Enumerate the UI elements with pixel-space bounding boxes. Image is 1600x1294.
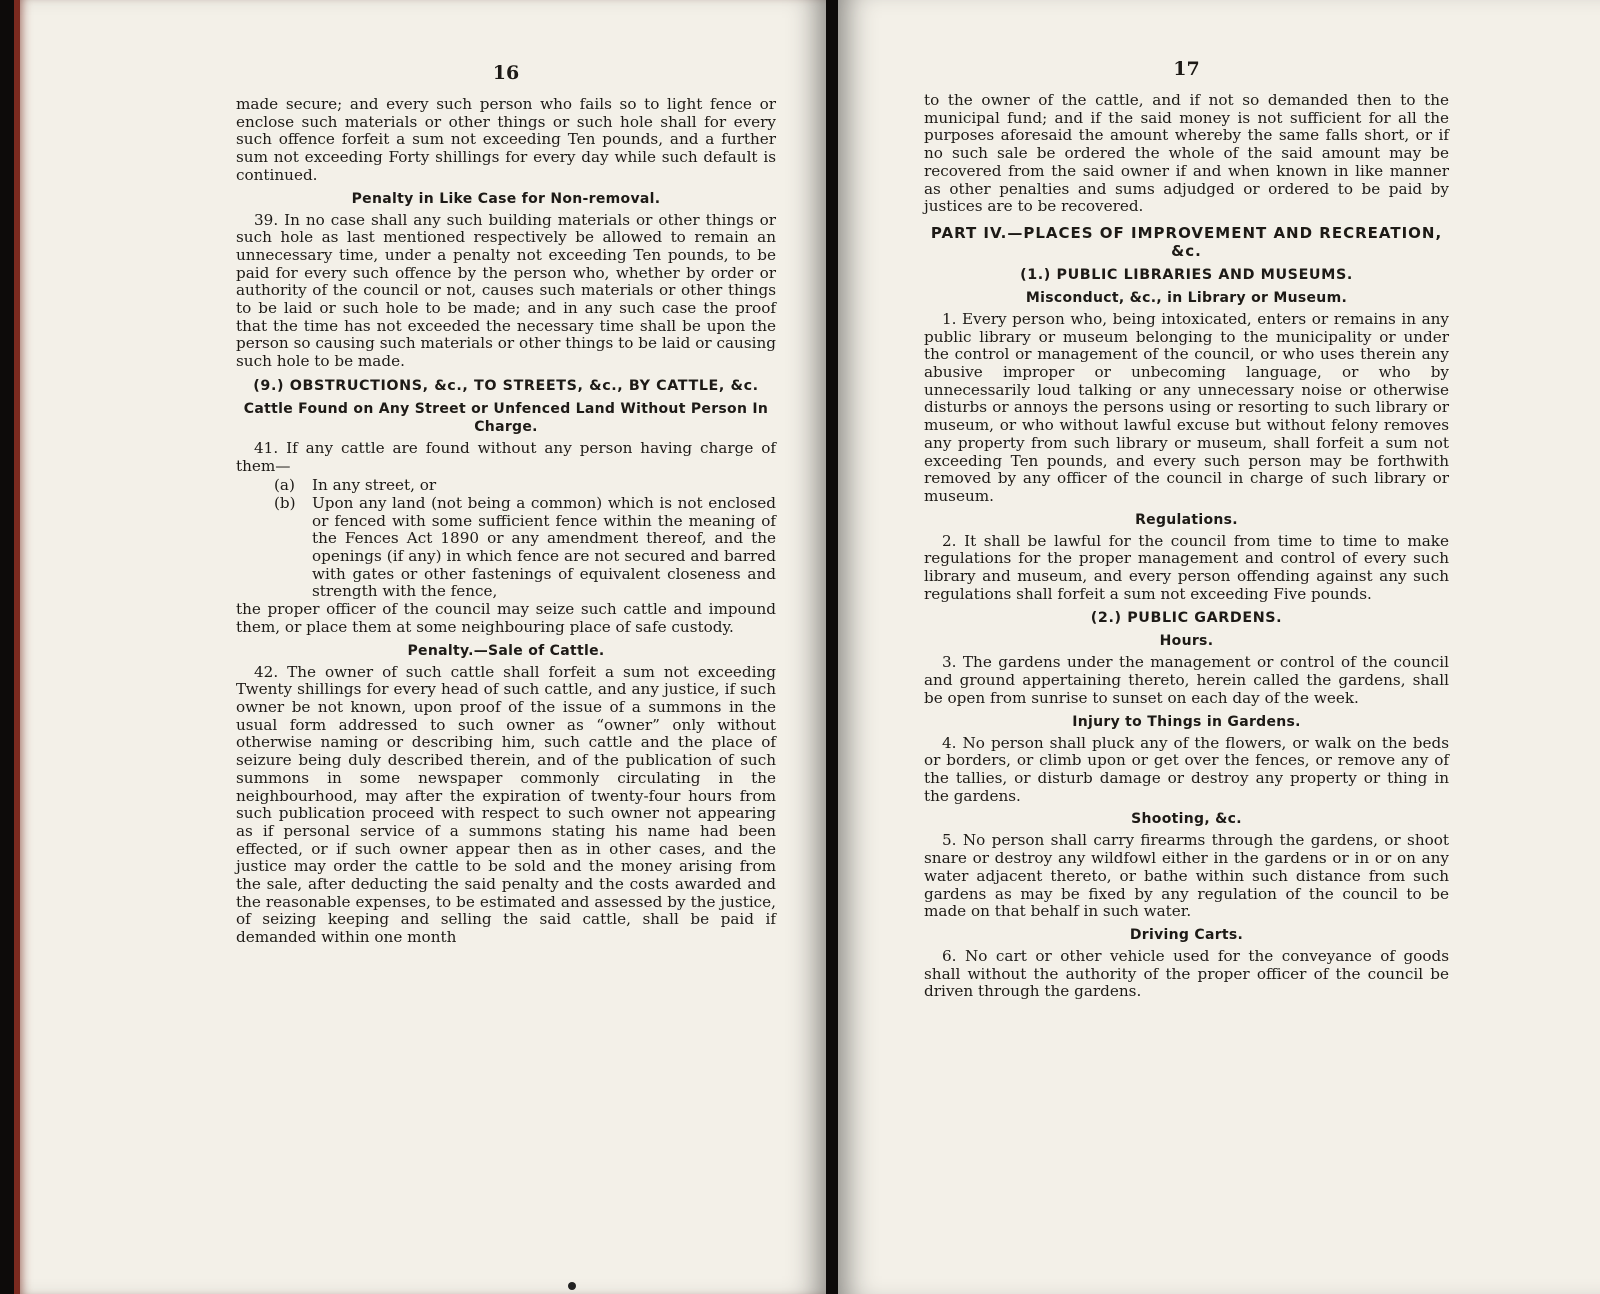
section-39: 39. In no case shall any such building materials or other things or such hole as last mentioned respectively be allowed to remain an unnecessary time, under a penalty not exceeding Ten pounds, to be paid for every such offence by the person who, whether by order or authority of the council or not, causes such materials or other things to be laid or such hole to be made; and in any such case the proof that the time has not exceeded the necessary time shall be upon the person so causing such materials or other things to be laid or causing such hole to be made. xyxy=(236,210,776,371)
section-41-close: the proper officer of the council may seize such cattle and impound them, or place them at some neighbouring place of safe custody. xyxy=(236,600,776,636)
section-heading: Penalty in Like Case for Non-removal. xyxy=(351,190,661,207)
section-heading: Penalty.—Sale of Cattle. xyxy=(407,642,605,659)
section-heading: Cattle Found on Any Street or Unfenced Land Without Person In Charge. xyxy=(243,400,769,435)
section-3: 3. The gardens under the management or control of the council and ground appertaining thereto, herein called the gardens, shall be open from sunrise to sunset on each day of the week. xyxy=(924,653,1449,707)
section-heading: Shooting, &c. xyxy=(1131,811,1242,828)
section-5: 5. No person shall carry firearms through the gardens, or shoot snare or destroy any wildfowl either in the gardens or in or on any water adjacent thereto, or bathe within such distance from such gardens as may be fixed by any regulation of the council to be made on that behalf in such water. xyxy=(924,831,1449,921)
clause-marker: (a) xyxy=(274,476,295,495)
right-page xyxy=(838,0,1600,1294)
division-heading: (2.) PUBLIC GARDENS. xyxy=(1090,610,1283,627)
page-number: 16 xyxy=(492,62,520,84)
section-heading: Misconduct, &c., in Library or Museum. xyxy=(1025,289,1348,306)
section-2: 2. It shall be lawful for the council from time to time to make regulations for the proper management and control of every such library and museum, and every person offending against any such regulations shall forfeit a sum not exceeding Five pounds. xyxy=(924,531,1449,603)
section-6: 6. No cart or other vehicle used for the conveyance of goods shall without the authority of the proper officer of the council be driven through the gardens. xyxy=(924,946,1449,1001)
right-page-text xyxy=(924,58,1449,1001)
clause-marker: (b) xyxy=(274,493,296,512)
part-heading: PART IV.—PLACES OF IMPROVEMENT AND RECREATION, &c. xyxy=(930,223,1443,260)
left-page xyxy=(14,0,826,1294)
section-1: 1. Every person who, being intoxicated, enters or remains in any public library or museum belonging to the municipality or under the control or management of the council, or who uses therein any abusive improper or unbecoming language, or who by unnecessarily loud talking or any unnecessary noise or otherwise disturbs or annoys the persons using or resorting to such library or museum, or who without lawful excuse but without felony removes any property from such library or museum, shall forfeit a sum not exceeding Ten pounds, and every such person may be forthwith removed by any officer of the council in charge of such library or museum. xyxy=(924,309,1449,505)
section-heading: Injury to Things in Gardens. xyxy=(1072,713,1301,730)
division-heading: (1.) PUBLIC LIBRARIES AND MUSEUMS. xyxy=(1020,266,1353,283)
clause-text: Upon any land (not being a common) which is not enclosed or fenced with some sufficient fence within the meaning of the Fences Act 1890 or any amendment thereof, and the openings (if any) in which fence are not secured and barred with gates or other fastenings of equivalent closeness and strength with the fence, xyxy=(312,493,776,601)
left-page-text xyxy=(236,62,776,947)
page-number: 17 xyxy=(1173,58,1200,80)
section-heading: Hours. xyxy=(1159,633,1214,650)
carryover-paragraph: to the owner of the cattle, and if not so demanded then to the municipal fund; and if the said money is not sufficient for all the purposes aforesaid the amount whereby the same falls short, or if no such sale be ordered the whole of the said amount may be recovered from the said owner if and when known in like manner as other penalties and sums adjudged or ordered to be paid by justices are to be recovered. xyxy=(924,91,1449,216)
clause-item xyxy=(274,495,776,601)
section-41-clauses xyxy=(236,477,776,601)
section-heading: Regulations. xyxy=(1135,511,1238,528)
section-42: 42. The owner of such cattle shall forfeit a sum not exceeding Twenty shillings for every head of such cattle, and any justice, if such owner be not known, upon proof of the issue of a summons in the usual form addressed to such owner as “owner” only without otherwise naming or describing him, such cattle and the place of seizure being duly described therein, and of the publication of such summons in some newspaper commonly circulating in the neighbourhood, may after the expiration of twenty-four hours from such publication proceed with respect to such owner not appearing as if personal service of a summons stating his name had been effected, or if such owner appear then as in other cases, and the justice may order the cattle to be sold and the money arising from the sale, after deducting the said penalty and the costs awarded and the reasonable expenses, to be estimated and assessed by the justice, of seizing keeping and selling the said cattle, shall be paid if demanded within one month xyxy=(236,662,776,947)
division-heading: (9.) OBSTRUCTIONS, &c., TO STREETS, &c., BY CATTLE, &c. xyxy=(253,377,759,394)
clause-item xyxy=(274,477,776,495)
section-heading: Driving Carts. xyxy=(1129,926,1244,943)
section-4: 4. No person shall pluck any of the flowers, or walk on the beds or borders, or climb upon or get over the fences, or remove any of the tallies, or disturb damage or destroy any property or thing in the gardens. xyxy=(924,733,1449,805)
carryover-paragraph: made secure; and every such person who fails so to light fence or enclose such materials or other things or such hole shall for every such offence forfeit a sum not exceeding Ten pounds, and a further sum not exceeding Forty shillings for every day while such default is continued. xyxy=(236,95,776,184)
clause-text: In any street, or xyxy=(312,476,437,495)
ink-blot xyxy=(568,1282,576,1290)
section-41-intro: 41. If any cattle are found without any person having charge of them— xyxy=(236,438,776,475)
